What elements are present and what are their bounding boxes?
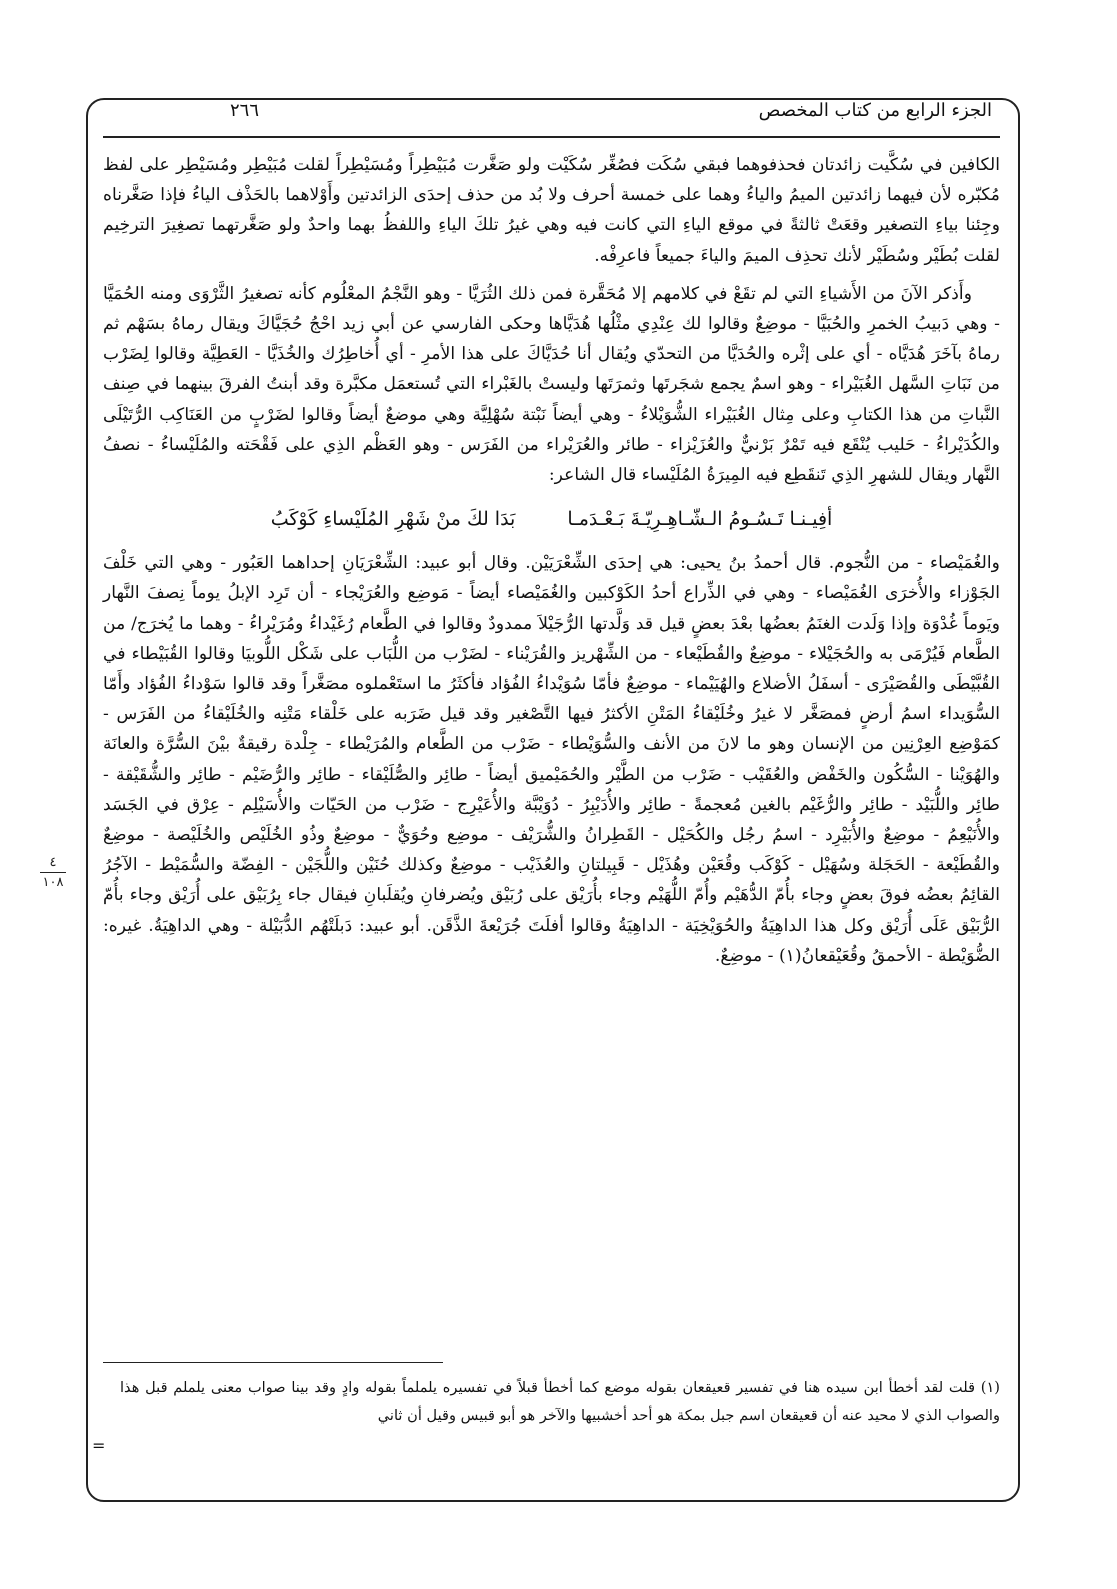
poem-second-hemistich: بَدَا لكَ منْ شَهْرِ المُلَيْساءِ كَوْكَبُ: [270, 508, 516, 531]
paragraph-2: وأَذكر الآنَ من الأَشياءِ التي لم تقَعْ في كلامهم إلا مُحَقَّرة فمن ذلك الثُرَيَّا - وهو النَّجْمُ المعْلُوم كأنه تصغيرُ الثَّرْوَى ومنه الحُمَيَّا - وهي دَبيبُ الخمرِ والحُبَيَّا - موضِعٌ وقالوا لك عِنْدِي مثْلُها هُدَيَّاها وحكى الفارسي عن أبي زيد احْجُ حُجَيَّاكَ ويقال رماهُ بسَهْم ثم رماهُ بآخَرَ هُدَيَّاه - أي على إثْره والحُدَيَّا من التحدّي ويُقال أنا حُدَيَّاكَ على هذا الأمرِ - أي أُخاطِرُك والخُذَيَّا - العَطِيَّة وقالوا لِضَرْب من نَبَاتِ السَّهل الغُبَيْراء - وهو اسمٌ يجمع شجَرتَها وثمرَتَها وليستْ بالغَبْراء التي تُستعمَل مكبَّرة وقد أبنتُ الفرقَ بينهما في صِنف النَّباتِ من هذا الكتابِ وعلى مِثال الغُبَيْراء الشُّوَيْلاءُ - وهي أيضاً نَبْتة سُهْلِيَّة وهي موضعٌ أيضاً وقالوا لضَرْبٍ من العَنَاكِب الرُّتَيْلَى والكُدَيْراءُ - حَليب يُنْقَع فيه تَمْرٌ بَرْنيٌّ والعُزَيْزاء - طائر والعُرَيْراء من الفَرَس - وهو العَظْم الذِي على فَقْحَته والمُلَيْساءُ - نصفُ النَّهار ويقال للشهرِ الذِي تَنقَطِع فيه المِيرَةُ المُلَيْساء قال الشاعر:: [103, 283, 1000, 486]
footnote-marker: (١): [980, 1379, 1000, 1396]
poem-first-hemistich: أفِيـنـا تَـسُـومُ الـشّـاهِـرِيّـةَ بَـعْـدَمـا: [567, 508, 833, 531]
main-text: [103, 150, 1000, 979]
margin-ref-divider: [40, 872, 66, 873]
footnote-text: قلت لقد أخطأ ابن سيده هنا في تفسير قعيقعان بقوله موضع كما أخطأ قبلاً في تفسيره يلملماً بقوله وادٍ وقد بينا صواب معنى يلملم قبل هذا والصواب الذي لا محيد عنه أن قعيقعان اسم جبل بمكة هو أحد أخشبيها والآخر هو أبو قبيس وقيل أن ثاني: [120, 1379, 1000, 1424]
header-divider: [103, 136, 1000, 138]
margin-page-reference: [36, 855, 70, 890]
page-number: ٢٦٦: [230, 100, 260, 121]
running-header-title: الجزء الرابع من كتاب المخصص: [758, 100, 992, 121]
continuation-mark: =: [92, 1436, 106, 1455]
footnote-divider: [103, 1362, 443, 1363]
footnote: [120, 1374, 1000, 1430]
margin-ref-bottom: ١٠٨: [42, 875, 64, 890]
margin-ref-top: ٤: [49, 855, 57, 870]
poem-verse: [103, 504, 1000, 534]
paragraph-1: الكافين في سُكَّيت زائدتان فحذفوهما فبقي سُكَت فصُغِّر سُكَيْت ولو صَغَّرت مُبَيْطِراً ومُسَيْطِراً لقلت مُبَيْطِر ومُسَيْطِر على لفظ مُكبّره لأن فيهما زائدتين الميمُ والياءُ وهما على خمسة أحرف ولا بُد من حذف إحدَى الزائدتين وأَوْلاهما بالحَذْف الياءُ فإذا صَغَّرناه وجِئنا بياءِ التصغير وقعَتْ ثالثةً في موقع الياءِ التي كانت فيه وهي غيرُ تلكَ الياءِ واللفظُ بهما واحدٌ ولو صَغَّرتهما تصغِيرَ الترخِيم لقلت بُطَيْر وسُطَيْر لأنك تحذِف الميمَ والياءَ جميعاً فاعرِفْه.: [103, 155, 1000, 266]
paragraph-3: والغُمَيْصاء - من النُّجوم. قال أحمدُ بنُ يحيى: هي إحدَى الشِّعْرَيَيْن. وقال أبو عبيد: الشِّعْرَيَانِ إحداهما العَبُور - وهي التي خَلْفَ الجَوْزاء والأُخرَى الغُمَيْصاء - وهي في الذِّراع أحدُ الكَوْكبين والغُمَيْصاء أيضاً - مَوضِع والعُرَيْجاء - أن تَرِد الإبلُ يوماً نِصفَ النَّهار ويَوماً غُدْوَة وإذا وَلَدت الغنَمُ بعضُها بعْدَ بعضٍ قيل قد وَلَّدتها الرُّجَيْلاَ ممدودٌ وقالوا في الطَّعام رُغَيْداءُ ومُرَيْراءُ - وهما ما يُخرَج/ من الطَّعام فَيُرْمَى به والحُجَيْلاء - موضِعٌ والقُطَيْعاء - من الشِّهْريز والقُرَيْناء - لضَرْب من اللُّبَاب على شَكْل اللُّوبيَا وقالوا القُبَيْطاء في القُبَّيْطَى والقُصَيْرَى - أسفَلُ الأضلاع والهُيَيْماء - موضِعٌ فأمّا سُوَيْداءُ الفُؤاد فأكثَرُ ما استَعْملوه مصَغَّراً وقد قالوا سَوْداءُ الفُؤاد وأَمّا السُّوَيداء اسمُ أرضٍ فمصَغَّر لا غيرُ وخُلَيْقاءُ المَتْنِ الأكثرُ فيها التَّصْغير وقد قيل ضَرَبه على خَلْقاء مَتْنِه والخُلَيْقاءُ من الفَرَس - كمَوْضِع العِرْنِين من الإنسان وهو ما لانَ من الأنف والسُّوَيْطاء - ضَرْب من الطَّعام والمُرَيْطاء - جِلْدة رقيقةٌ بيْنَ السُّرَّة والعانَة والهُوَيْنا - السُّكُون والخَفْض والعُقَيْب - ضَرْب من الطَّيْر والحُمَيْميق أيضاً - طائِر والصُّلَيْقاء - طائِر والرُّضَيْم - طائِر والشُّقَيْقة - طائِر واللُّبَيْد - طائِر والرُّغَيْم بالغين مُعجمةً - طائِر والأُدَيْبِرُ - دُوَيْبَّة والأُعَيْرِج - ضَرْب من الحَيّات والأُسَيْلِم - عِرْق في الجَسَد والأُنَيْعِمُ - موضِعٌ والأُبَيْرِد - اسمُ رجُل والكُحَيْل - القَطِرانُ والشُّرَيْف - موضِع وحُوَيٌّ - موضِعٌ وذُو الخُلَيْص والخُلَيْصة - موضِعٌ والقُطَيْعة - الحَجَلة وسُهَيْل - كَوْكَب وقُعَيْن وهُذَيْل - قَبِيلتانِ والعُذَيْب - موضِعٌ وكذلك حُنَيْن واللُّجَيْن - الفِضّة والسُّمَيْط - الآجُرُ القائِمُ بعضُه فوقَ بعضٍ وجاء بأُمّ الدُّهَيْم وأُمّ اللُّهَيْم وجاء بأُرَيْق على رُبَيْق ويُضرفانِ ويُقلَبانِ فيقال جاء بِرُبَيْق على أُرَيْق وجاء بأُمّ الرُّبَيْق عَلَى أُرَيْق وكل هذا الداهِيَةُ والحُوَيْخِيَة - الداهِيَةُ وقالوا أفلَتَ جُرَيْعةَ الذَّقَن. أبو عبيد: دَبلَتْهُم الدُّبَيْلة - وهي الداهِيَةُ. غيره: الضُّوَيْطة - الأحمقُ وقُعَيْقعانُ(١) - موضِعٌ.: [103, 553, 1000, 966]
